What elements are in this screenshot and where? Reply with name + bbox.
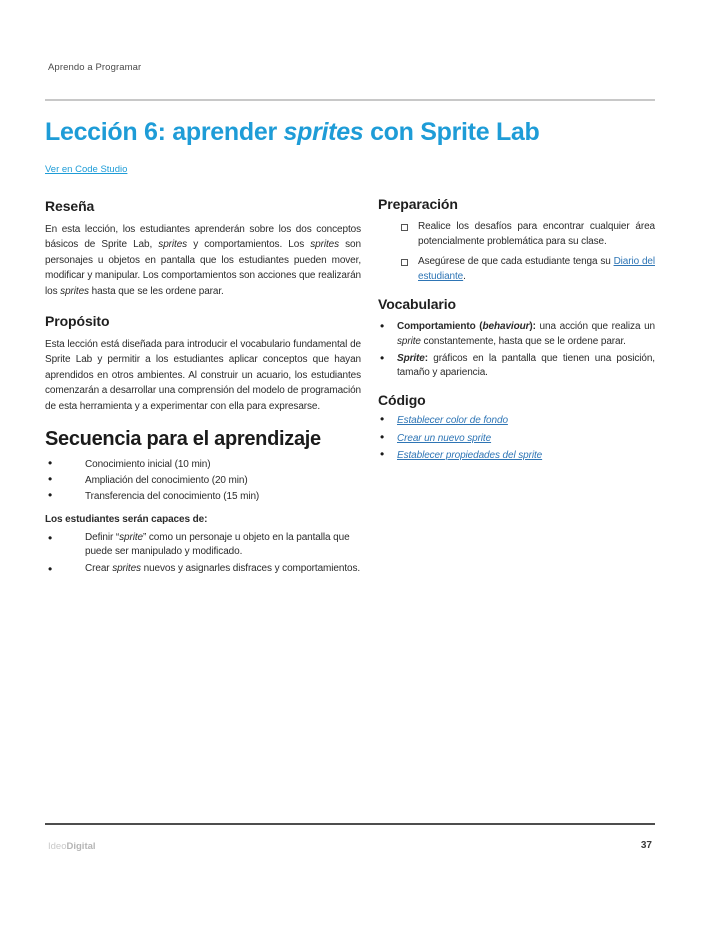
right-column xyxy=(378,196,655,578)
list-item: • Definir “sprite” como un personaje u objeto en la pantalla que puede ser manipulado y modificado. xyxy=(45,531,361,560)
learning-sequence-list xyxy=(45,458,361,504)
purpose-heading: Propósito xyxy=(45,313,110,330)
footer-divider xyxy=(45,823,655,825)
checklist-item: Asegúrese de que cada estudiante tenga su Diario del estudiante. xyxy=(378,255,655,284)
learning-sequence-heading: Secuencia para el aprendizaje xyxy=(45,428,321,451)
footer-brand-bold: Digital xyxy=(66,841,96,852)
page-number: 37 xyxy=(640,840,652,851)
set-sprite-properties-link[interactable]: Establecer propiedades del sprite xyxy=(397,450,543,462)
list-item: • Crear sprites nuevos y asignarles disfraces y comportamientos. xyxy=(45,562,361,577)
footer-brand xyxy=(48,841,96,852)
code-links-list xyxy=(378,414,655,462)
preparation-list xyxy=(378,220,655,284)
list-item: • Conocimiento inicial (10 min) xyxy=(45,458,361,471)
code-link-item xyxy=(378,414,655,427)
overview-paragraph: En esta lección, los estudiantes aprenderán sobre los dos conceptos básicos de Sprite Lab, sprites y comportamientos. Los sprites son personajes u objetos en pantalla que los estudiantes pueden mover, modificar y manipular. Los comportamientos son acciones que realizarán los sprites hasta que se les ordene parar. xyxy=(45,224,361,297)
code-link-item xyxy=(378,449,655,462)
student-journal-link[interactable]: Diario del estudiante xyxy=(418,256,655,282)
header-divider xyxy=(45,99,655,101)
vocabulary-item: • Sprite: gráficos en la pantalla que tienen una posición, tamaño y apariencia. xyxy=(378,352,655,380)
list-item: • Transferencia del conocimiento (15 min) xyxy=(45,490,361,503)
list-item: • Ampliación del conocimiento (20 min) xyxy=(45,474,361,487)
objectives-list xyxy=(45,531,361,577)
page-title: Lección 6: aprender sprites con Sprite Lab xyxy=(45,118,540,146)
purpose-paragraph: Esta lección está diseñada para introducir el vocabulario fundamental de Sprite Lab y permitir a los estudiantes aplicar conceptos que hayan aprendidos en otros ambientes. Al construir un acuario, los estudiantes comenzarán a desarrollar una comprensión del modelo de programación de esta herramienta y a experimentar con ella para expresarse. xyxy=(45,339,361,412)
set-background-color-link[interactable]: Establecer color de fondo xyxy=(397,415,508,427)
preparation-heading: Preparación xyxy=(378,196,458,212)
objectives-lead: Los estudiantes serán capaces de: xyxy=(45,513,208,525)
left-column xyxy=(45,196,361,578)
footer-brand-light: Ideo xyxy=(48,841,67,852)
create-new-sprite-link[interactable]: Crear un nuevo sprite xyxy=(397,432,492,444)
code-studio-link[interactable]: Ver en Code Studio xyxy=(45,164,128,175)
vocabulary-list xyxy=(378,320,655,380)
code-link-item xyxy=(378,432,655,445)
vocabulary-heading: Vocabulario xyxy=(378,296,456,313)
document-header-text: Aprendo a Programar xyxy=(48,62,142,73)
vocabulary-item: • Comportamiento (behaviour): una acción que realiza un sprite constantemente, hasta que se le ordene parar. xyxy=(378,320,655,348)
content-columns xyxy=(45,196,655,578)
checklist-item: Realice los desafíos para encontrar cualquier área potencialmente problemática para su clase. xyxy=(378,220,655,249)
code-heading: Código xyxy=(378,392,426,409)
overview-heading: Reseña xyxy=(45,198,95,214)
